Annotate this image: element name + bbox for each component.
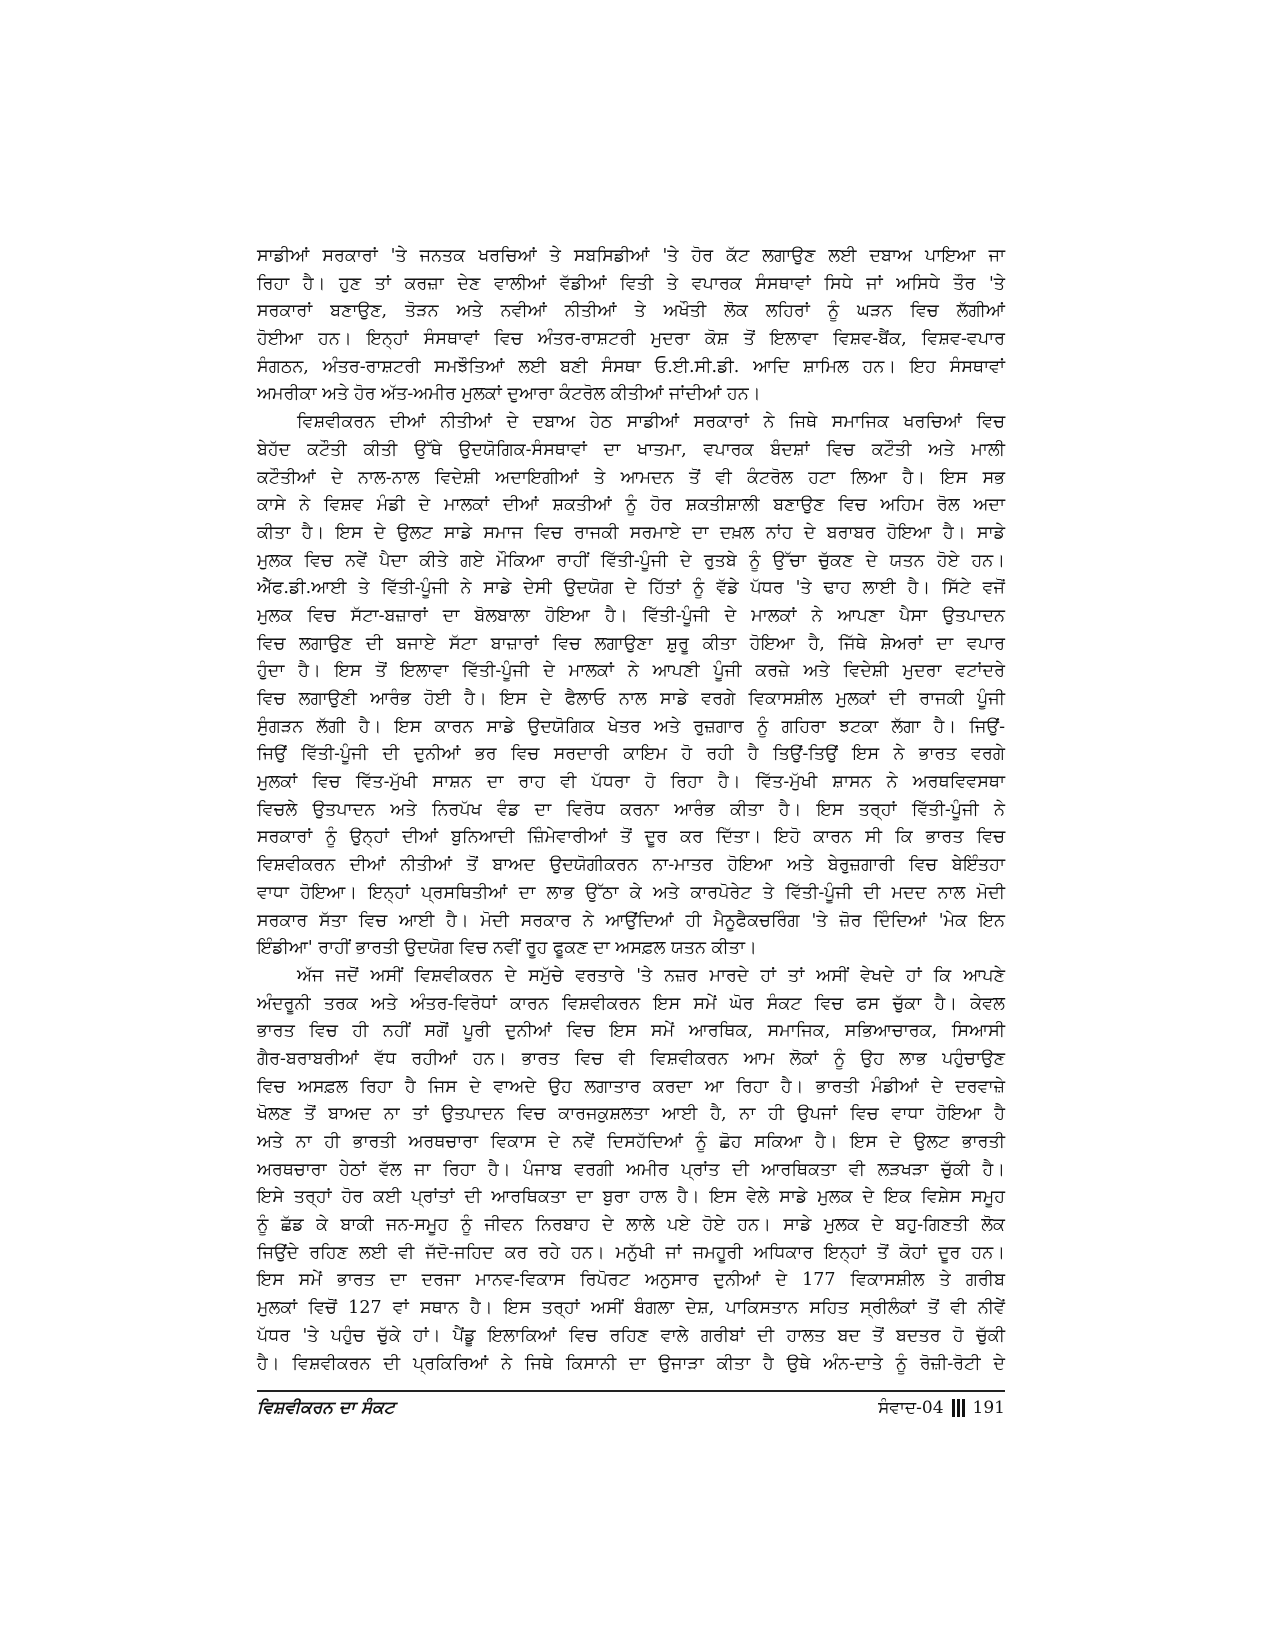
text-line: ਗੈਰ-ਬਰਾਬਰੀਆਂ ਵੱਧ ਰਹੀਆਂ ਹਨ। ਭਾਰਤ ਵਿਚ ਵੀ ਵਿਸ਼ਵੀਕਰਨ ਆਮ ਲੋਕਾਂ ਨੂੰ ਉਹ ਲਾਭ ਪਹੁੰਚਾਉਣ <box>257 1048 1005 1069</box>
text-line: ਕਟੌਤੀਆਂ ਦੇ ਨਾਲ-ਨਾਲ ਵਿਦੇਸ਼ੀ ਅਦਾਇਗੀਆਂ ਤੇ ਆਮਦਨ ਤੋਂ ਵੀ ਕੰਟਰੋਲ ਹਟਾ ਲਿਆ ਹੈ। ਇਸ ਸਭ <box>257 467 1005 488</box>
text-line: ਖੋਲਣ ਤੋਂ ਬਾਅਦ ਨਾ ਤਾਂ ਉਤਪਾਦਨ ਵਿਚ ਕਾਰਜਕੁਸ਼ਲਤਾ ਆਈ ਹੈ, ਨਾ ਹੀ ਉਪਜਾਂ ਵਿਚ ਵਾਧਾ ਹੋਇਆ ਹੈ <box>257 1104 1005 1125</box>
text-line: ਅਮਰੀਕਾ ਅਤੇ ਹੋਰ ਅੱਤ-ਅਮੀਰ ਮੁਲਕਾਂ ਦੁਆਰਾ ਕੰਟਰੋਲ ਕੀਤੀਆਂ ਜਾਂਦੀਆਂ ਹਨ। <box>257 384 761 405</box>
text-line: ਵਿਚਲੇ ਉਤਪਾਦਨ ਅਤੇ ਨਿਰਪੱਖ ਵੰਡ ਦਾ ਵਿਰੋਧ ਕਰਨਾ ਆਰੰਭ ਕੀਤਾ ਹੈ। ਇਸ ਤਰ੍ਹਾਂ ਵਿੱਤੀ-ਪੂੰਜੀ ਨੇ <box>257 799 1005 820</box>
text-line: ਕਾਸੇ ਨੇ ਵਿਸ਼ਵ ਮੰਡੀ ਦੇ ਮਾਲਕਾਂ ਦੀਆਂ ਸ਼ਕਤੀਆਂ ਨੂੰ ਹੋਰ ਸ਼ਕਤੀਸ਼ਾਲੀ ਬਣਾਉਣ ਵਿਚ ਅਹਿਮ ਰੋਲ ਅਦਾ <box>257 495 1005 516</box>
text-line: ਅੰਦਰੂਨੀ ਤਰਕ ਅਤੇ ਅੰਤਰ-ਵਿਰੋਧਾਂ ਕਾਰਨ ਵਿਸ਼ਵੀਕਰਨ ਇਸ ਸਮੇਂ ਘੋਰ ਸੰਕਟ ਵਿਚ ਫਸ ਚੁੱਕਾ ਹੈ। ਕੇਵਲ <box>257 993 1005 1014</box>
text-line: ਰਿਹਾ ਹੈ। ਹੁਣ ਤਾਂ ਕਰਜ਼ਾ ਦੇਣ ਵਾਲੀਆਂ ਵੱਡੀਆਂ ਵਿਤੀ ਤੇ ਵਪਾਰਕ ਸੰਸਥਾਵਾਂ ਸਿਧੇ ਜਾਂ ਅਸਿਧੇ ਤੌਰ 'ਤੇ <box>257 273 1005 294</box>
text-line: ਵਾਧਾ ਹੋਇਆ। ਇਨ੍ਹਾਂ ਪ੍ਰਸਥਿਤੀਆਂ ਦਾ ਲਾਭ ਉੱਠਾ ਕੇ ਅਤੇ ਕਾਰਪੋਰੇਟ ਤੇ ਵਿੱਤੀ-ਪੂੰਜੀ ਦੀ ਮਦਦ ਨਾਲ ਮੋਦੀ <box>257 882 1005 903</box>
text-line: ਵਿਚ ਲਗਾਉਣ ਦੀ ਬਜਾਏ ਸੱਟਾ ਬਾਜ਼ਾਰਾਂ ਵਿਚ ਲਗਾਉਣਾ ਸ਼ੁਰੂ ਕੀਤਾ ਹੋਇਆ ਹੈ, ਜਿੱਥੇ ਸ਼ੇਅਰਾਂ ਦਾ ਵਪਾਰ <box>257 633 1005 654</box>
text-line: ਅਰਥਚਾਰਾ ਹੇਠਾਂ ਵੱਲ ਜਾ ਰਿਹਾ ਹੈ। ਪੰਜਾਬ ਵਰਗੀ ਅਮੀਰ ਪ੍ਰਾਂਤ ਦੀ ਆਰਥਿਕਤਾ ਵੀ ਲੜਖੜਾ ਚੁੱਕੀ ਹੈ। <box>257 1159 1005 1180</box>
separator-bars-icon <box>952 1399 965 1417</box>
text-line: ਜਿਉਂਦੇ ਰਹਿਣ ਲਈ ਵੀ ਜੱਦੋ-ਜਹਿਦ ਕਰ ਰਹੇ ਹਨ। ਮਨੁੱਖੀ ਜਾਂ ਜਮਹੂਰੀ ਅਧਿਕਾਰ ਇਨ੍ਹਾਂ ਤੋਂ ਕੋਹਾਂ ਦੂਰ ਹਨ। <box>257 1242 1005 1263</box>
text-line: ਹੈ। ਵਿਸ਼ਵੀਕਰਨ ਦੀ ਪ੍ਰਕਿਰਿਆਂ ਨੇ ਜਿਥੇ ਕਿਸਾਨੀ ਦਾ ਉਜਾੜਾ ਕੀਤਾ ਹੈ ਉਥੇ ਅੰਨ-ਦਾਤੇ ਨੂੰ ਰੋਜ਼ੀ-ਰੋਟੀ ਦੇ <box>257 1353 1005 1374</box>
text-line: ਬੇਹੱਦ ਕਟੌਤੀ ਕੀਤੀ ਉੱਥੇ ਉਦਯੋਗਿਕ-ਸੰਸਥਾਵਾਂ ਦਾ ਖਾਤਮਾ, ਵਪਾਰਕ ਬੰਦਸ਼ਾਂ ਵਿਚ ਕਟੌਤੀ ਅਤੇ ਮਾਲੀ <box>257 439 1005 460</box>
footer-page-info <box>878 1398 1005 1418</box>
page-footer <box>257 1398 1005 1428</box>
text-line: ਅਤੇ ਨਾ ਹੀ ਭਾਰਤੀ ਅਰਥਚਾਰਾ ਵਿਕਾਸ ਦੇ ਨਵੇਂ ਦਿਸਹੱਦਿਆਂ ਨੂੰ ਛੋਹ ਸਕਿਆ ਹੈ। ਇਸ ਦੇ ਉਲਟ ਭਾਰਤੀ <box>257 1132 1005 1152</box>
text-line: ਕੀਤਾ ਹੈ। ਇਸ ਦੇ ਉਲਟ ਸਾਡੇ ਸਮਾਜ ਵਿਚ ਰਾਜਕੀ ਸਰਮਾਏ ਦਾ ਦਖ਼ਲ ਨਾਂਹ ਦੇ ਬਰਾਬਰ ਹੋਇਆ ਹੈ। ਸਾਡੇ <box>257 522 1005 543</box>
text-line: ਇਸੇ ਤਰ੍ਹਾਂ ਹੋਰ ਕਈ ਪ੍ਰਾਂਤਾਂ ਦੀ ਆਰਥਿਕਤਾ ਦਾ ਬੁਰਾ ਹਾਲ ਹੈ। ਇਸ ਵੇਲੇ ਸਾਡੇ ਮੁਲਕ ਦੇ ਇਕ ਵਿਸ਼ੇਸ ਸਮੂਹ <box>257 1187 1005 1208</box>
text-line: ਹੁੰਦਾ ਹੈ। ਇਸ ਤੋਂ ਇਲਾਵਾ ਵਿੱਤੀ-ਪੂੰਜੀ ਦੇ ਮਾਲਕਾਂ ਨੇ ਆਪਣੀ ਪੂੰਜੀ ਕਰਜ਼ੇ ਅਤੇ ਵਿਦੇਸ਼ੀ ਮੁਦਰਾ ਵਟਾਂਦਰੇ <box>257 661 1005 682</box>
text-line: ਵਿਚ ਲਗਾਉਣੀ ਆਰੰਭ ਹੋਈ ਹੈ। ਇਸ ਦੇ ਫੈਲਾਓ ਨਾਲ ਸਾਡੇ ਵਰਗੇ ਵਿਕਾਸਸ਼ੀਲ ਮੁਲਕਾਂ ਦੀ ਰਾਜਕੀ ਪੂੰਜੀ <box>257 689 1005 709</box>
footer-title: ਵਿਸ਼ਵੀਕਰਨ ਦਾ ਸੰਕਟ <box>257 1398 395 1418</box>
text-line: ਐੱਫ.ਡੀ.ਆਈ ਤੇ ਵਿੱਤੀ-ਪੂੰਜੀ ਨੇ ਸਾਡੇ ਦੇਸੀ ਉਦਯੋਗ ਦੇ ਹਿੱਤਾਂ ਨੂੰ ਵੱਡੇ ਪੱਧਰ 'ਤੇ ਢਾਹ ਲਾਈ ਹੈ। ਸਿੱਟੇ ਵਜੋਂ <box>257 578 1005 599</box>
text-line: ਮੁਲਕਾਂ ਵਿਚੋਂ 127 ਵਾਂ ਸਥਾਨ ਹੈ। ਇਸ ਤਰ੍ਹਾਂ ਅਸੀਂ ਬੰਗਲਾ ਦੇਸ਼, ਪਾਕਿਸਤਾਨ ਸਹਿਤ ਸ੍ਰੀਲੰਕਾਂ ਤੋਂ ਵੀ ਨੀਵੇਂ <box>257 1298 1005 1319</box>
text-line: ਸੰਗਠਨ, ਅੰਤਰ-ਰਾਸ਼ਟਰੀ ਸਮਝੌਤਿਆਂ ਲਈ ਬਣੀ ਸੰਸਥਾ ਓ.ਈ.ਸੀ.ਡੀ. ਆਦਿ ਸ਼ਾਮਿਲ ਹਨ। ਇਹ ਸੰਸਥਾਵਾਂ <box>257 356 1005 377</box>
text-line: ਮੁਲਕ ਵਿਚ ਨਵੇਂ ਪੈਦਾ ਕੀਤੇ ਗਏ ਮੌਕਿਆ ਰਾਹੀਂ ਵਿੱਤੀ-ਪੂੰਜੀ ਦੇ ਰੁਤਬੇ ਨੂੰ ਉੱਚਾ ਚੁੱਕਣ ਦੇ ਯਤਨ ਹੋਏ ਹਨ। <box>257 550 1005 571</box>
page-body <box>257 243 1005 1378</box>
text-line: ਮੁਲਕ ਵਿਚ ਸੱਟਾ-ਬਜ਼ਾਰਾਂ ਦਾ ਬੋਲਬਾਲਾ ਹੋਇਆ ਹੈ। ਵਿੱਤੀ-ਪੂੰਜੀ ਦੇ ਮਾਲਕਾਂ ਨੇ ਆਪਣਾ ਪੈਸਾ ਉਤਪਾਦਨ <box>257 605 1005 626</box>
text-line: ਜਿਉਂ ਵਿੱਤੀ-ਪੂੰਜੀ ਦੀ ਦੁਨੀਆਂ ਭਰ ਵਿਚ ਸਰਦਾਰੀ ਕਾਇਮ ਹੋ ਰਹੀ ਹੈ ਤਿਉਂ-ਤਿਉਂ ਇਸ ਨੇ ਭਾਰਤ ਵਰਗੇ <box>257 744 1005 765</box>
text-line: ਹੋਈਆ ਹਨ। ਇਨ੍ਹਾਂ ਸੰਸਥਾਵਾਂ ਵਿਚ ਅੰਤਰ-ਰਾਸ਼ਟਰੀ ਮੁਦਰਾ ਕੋਸ਼ ਤੋਂ ਇਲਾਵਾ ਵਿਸ਼ਵ-ਬੈਂਕ, ਵਿਸ਼ਵ-ਵਪਾਰ <box>257 329 1005 350</box>
text-line: ਨੂੰ ਛੱਡ ਕੇ ਬਾਕੀ ਜਨ-ਸਮੂਹ ਨੂੰ ਜੀਵਨ ਨਿਰਬਾਹ ਦੇ ਲਾਲੇ ਪਏ ਹੋਏ ਹਨ। ਸਾਡੇ ਮੁਲਕ ਦੇ ਬਹੁ-ਗਿਣਤੀ ਲੋਕ <box>257 1215 1005 1236</box>
text-line: ਸਰਕਾਰਾਂ ਨੂੰ ਉਨ੍ਹਾਂ ਦੀਆਂ ਬੁਨਿਆਦੀ ਜ਼ਿੰਮੇਵਾਰੀਆਂ ਤੋਂ ਦੂਰ ਕਰ ਦਿੱਤਾ। ਇਹੋ ਕਾਰਨ ਸੀ ਕਿ ਭਾਰਤ ਵਿਚ <box>257 827 1005 848</box>
footer-divider <box>257 1390 1005 1392</box>
page-number: 191 <box>972 1398 1005 1418</box>
paragraph-start: ਅੱਜ ਜਦੋਂ ਅਸੀਂ ਵਿਸ਼ਵੀਕਰਨ ਦੇ ਸਮੁੱਚੇ ਵਰਤਾਰੇ 'ਤੇ ਨਜ਼ਰ ਮਾਰਦੇ ਹਾਂ ਤਾਂ ਅਸੀਂ ਵੇਖਦੇ ਹਾਂ ਕਿ ਆਪਣੇ <box>297 965 1005 986</box>
text-line: ਵਿਸ਼ਵੀਕਰਨ ਦੀਆਂ ਨੀਤੀਆਂ ਤੋਂ ਬਾਅਦ ਉਦਯੋਗੀਕਰਨ ਨਾ-ਮਾਤਰ ਹੋਇਆ ਅਤੇ ਬੇਰੁਜ਼ਗਾਰੀ ਵਿਚ ਬੇਇੰਤਹਾ <box>257 855 1005 876</box>
footer-journal: ਸੰਵਾਦ-04 <box>878 1398 944 1418</box>
text-line: ਮੁਲਕਾਂ ਵਿਚ ਵਿੱਤ-ਮੁੱਖੀ ਸਾਸ਼ਨ ਦਾ ਰਾਹ ਵੀ ਪੱਧਰਾ ਹੋ ਰਿਹਾ ਹੈ। ਵਿੱਤ-ਮੁੱਖੀ ਸ਼ਾਸਨ ਨੇ ਅਰਥਵਿਵਸਥਾ <box>257 772 1005 793</box>
text-line: ਸਰਕਾਰਾਂ ਬਣਾਉਣ, ਤੋੜਨ ਅਤੇ ਨਵੀਆਂ ਨੀਤੀਆਂ ਤੇ ਅਖੌਤੀ ਲੋਕ ਲਹਿਰਾਂ ਨੂੰ ਘੜਨ ਵਿਚ ਲੱਗੀਆਂ <box>257 301 1005 322</box>
text-line: ਸੁੰਗੜਨ ਲੱਗੀ ਹੈ। ਇਸ ਕਾਰਨ ਸਾਡੇ ਉਦਯੋਗਿਕ ਖੇਤਰ ਅਤੇ ਰੁਜ਼ਗਾਰ ਨੂੰ ਗਹਿਰਾ ਝਟਕਾ ਲੱਗਾ ਹੈ। ਜਿਉਂ- <box>257 716 1005 737</box>
text-line: ਪੱਧਰ 'ਤੇ ਪਹੁੰਚ ਚੁੱਕੇ ਹਾਂ। ਪੈਂਡੂ ਇਲਾਕਿਆਂ ਵਿਚ ਰਹਿਣ ਵਾਲੇ ਗਰੀਬਾਂ ਦੀ ਹਾਲਤ ਬਦ ਤੋਂ ਬਦਤਰ ਹੋ ਚੁੱਕੀ <box>257 1325 1005 1346</box>
text-line: ਇਸ ਸਮੇਂ ਭਾਰਤ ਦਾ ਦਰਜਾ ਮਾਨਵ-ਵਿਕਾਸ ਰਿਪੋਰਟ ਅਨੁਸਾਰ ਦੁਨੀਆਂ ਦੇ 177 ਵਿਕਾਸਸ਼ੀਲ ਤੇ ਗਰੀਬ <box>257 1270 1005 1291</box>
text-line: ਵਿਚ ਅਸਫ਼ਲ ਰਿਹਾ ਹੈ ਜਿਸ ਦੇ ਵਾਅਦੇ ਉਹ ਲਗਾਤਾਰ ਕਰਦਾ ਆ ਰਿਹਾ ਹੈ। ਭਾਰਤੀ ਮੰਡੀਆਂ ਦੇ ਦਰਵਾਜ਼ੇ <box>257 1076 1005 1097</box>
text-line: ਸਰਕਾਰ ਸੱਤਾ ਵਿਚ ਆਈ ਹੈ। ਮੋਦੀ ਸਰਕਾਰ ਨੇ ਆਉਂਦਿਆਂ ਹੀ ਮੈਨੂਫੈਕਚਰਿੰਗ 'ਤੇ ਜ਼ੋਰ ਦਿੰਦਿਆਂ 'ਮੇਕ ਇਨ <box>257 910 1005 931</box>
text-line: ਸਾਡੀਆਂ ਸਰਕਾਰਾਂ 'ਤੇ ਜਨਤਕ ਖਰਚਿਆਂ ਤੇ ਸਬਸਿਡੀਆਂ 'ਤੇ ਹੋਰ ਕੱਟ ਲਗਾਉਣ ਲਈ ਦਬਾਅ ਪਾਇਆ ਜਾ <box>257 246 1005 266</box>
paragraph-start: ਵਿਸ਼ਵੀਕਰਨ ਦੀਆਂ ਨੀਤੀਆਂ ਦੇ ਦਬਾਅ ਹੇਠ ਸਾਡੀਆਂ ਸਰਕਾਰਾਂ ਨੇ ਜਿਥੇ ਸਮਾਜਿਕ ਖਰਚਿਆਂ ਵਿਚ <box>297 412 1005 433</box>
text-line: ਇੰਡੀਆ' ਰਾਹੀਂ ਭਾਰਤੀ ਉਦਯੋਗ ਵਿਚ ਨਵੀਂ ਰੂਹ ਫੂਕਣ ਦਾ ਅਸਫ਼ਲ ਯਤਨ ਕੀਤਾ। <box>257 938 757 959</box>
text-line: ਭਾਰਤ ਵਿਚ ਹੀ ਨਹੀਂ ਸਗੋਂ ਪੂਰੀ ਦੁਨੀਆਂ ਵਿਚ ਇਸ ਸਮੇਂ ਆਰਥਿਕ, ਸਮਾਜਿਕ, ਸਭਿਆਚਾਰਕ, ਸਿਆਸੀ <box>257 1021 1005 1042</box>
